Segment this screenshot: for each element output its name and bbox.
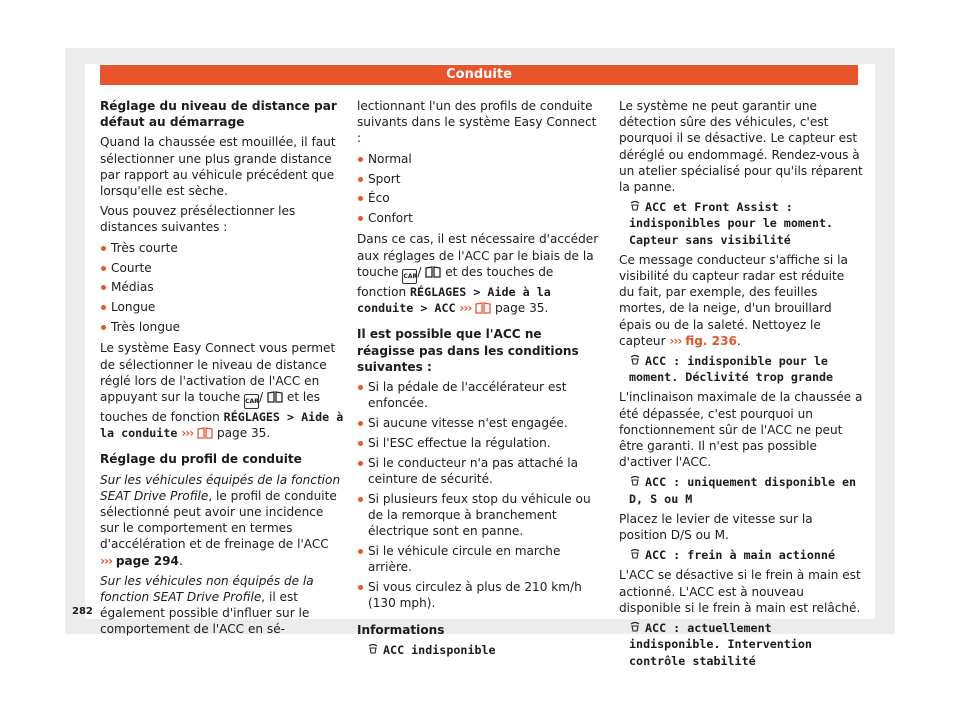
- paragraph: Sur les véhicules non équipés de la fonction SEAT Drive Profile, il est également possible d'influer sur le comportement de l'ACC en sé-: [100, 573, 314, 637]
- book-icon: [425, 266, 441, 278]
- list-item: Normal: [357, 151, 601, 167]
- acc-warning-icon: [629, 200, 641, 212]
- column-2: [357, 98, 601, 662]
- driver-message: ACC et Front Assist : indisponibles pour le moment. Capteur sans visibilité: [629, 200, 834, 247]
- list-item: Si l'ESC effectue la régulation.: [357, 435, 601, 451]
- heading-default-distance: Réglage du niveau de distance par défaut au démarrage: [100, 99, 337, 130]
- book-icon: [197, 427, 213, 439]
- list-item: Longue: [100, 299, 344, 315]
- figure-reference-link[interactable]: fig. 236: [685, 333, 737, 348]
- list-item: Courte: [100, 260, 344, 276]
- acc-warning-icon: [629, 354, 641, 366]
- paragraph: Dans ce cas, il est nécessaire d'accéder aux réglages de l'ACC par le biais de la touche CAR/ et des touches de fonction RÉGLAGES > Aide à la conduite > ACC ››› page 35.: [357, 232, 599, 316]
- profile-list: [357, 151, 601, 227]
- distance-list: [100, 240, 344, 336]
- heading-informations: Informations: [357, 622, 445, 637]
- paragraph: Sur les véhicules équipés de la fonction SEAT Drive Profile, le profil de conduite sélectionné peut avoir une incidence sur le comportement en termes d'accélération et de freinage de l'ACC ››› page 294.: [100, 472, 341, 568]
- list-item: Sport: [357, 171, 601, 187]
- acc-warning-icon: [629, 475, 641, 487]
- paragraph: Vous pouvez présélectionner les distances suivantes :: [100, 204, 296, 235]
- driver-message: ACC indisponible: [367, 642, 601, 658]
- paragraph: L'inclinaison maximale de la chaussée a été dépassée, c'est pourquoi un fonctionnement sûr de l'ACC ne peut être garanti. Il n'est pas possible d'activer l'ACC.: [619, 390, 863, 470]
- driver-message: ACC : uniquement disponible en D, S ou M: [629, 475, 857, 506]
- column-3: [619, 98, 863, 673]
- acc-warning-icon: [367, 643, 379, 655]
- paragraph: Ce message conducteur s'affiche si la visibilité du capteur radar est réduite du fait, par exemple, des feuilles mortes, de la neige, d'un brouillard épais ou de la saleté. Nettoyez le capteur ››› fig. 236.: [619, 252, 848, 348]
- column-1: [100, 98, 344, 642]
- list-item: Si plusieurs feux stop du véhicule ou de la remorque à branchement électrique sont en panne.: [357, 491, 601, 540]
- list-item: Si aucune vitesse n'est engagée.: [357, 415, 601, 431]
- book-icon: [267, 391, 283, 403]
- car-icon: CAR: [244, 394, 259, 409]
- heading-conditions: Il est possible que l'ACC ne réagisse pas dans les conditions suivantes :: [357, 327, 579, 374]
- page-number: 282: [72, 606, 93, 617]
- list-item: Si vous circulez à plus de 210 km/h (130 mph).: [357, 579, 601, 611]
- heading-driving-profile: Réglage du profil de conduite: [100, 452, 302, 467]
- paragraph: Placez le levier de vitesse sur la position D/S ou M.: [619, 511, 813, 543]
- list-item: Si la pédale de l'accélérateur est enfoncée.: [357, 379, 601, 411]
- list-item: Éco: [357, 190, 601, 206]
- paragraph: Le système Easy Connect vous permet de sélectionner le niveau de distance réglé lors de l'activation de l'ACC en appuyant sur la touche CAR/ et les touches de fonction RÉGLAGES > Aide à la conduite ››› page 35.: [100, 341, 344, 441]
- conditions-list: [357, 379, 601, 612]
- list-item: Très longue: [100, 319, 344, 335]
- paragraph: lectionnant l'un des profils de conduite suivants dans le système Easy Connect :: [357, 99, 597, 146]
- section-header: Conduite: [100, 65, 858, 85]
- book-icon: [475, 302, 491, 314]
- list-item: Si le véhicule circule en marche arrière.: [357, 543, 601, 575]
- list-item: Médias: [100, 279, 344, 295]
- page-reference-link[interactable]: page 294: [115, 553, 179, 568]
- driver-message: ACC : frein à main actionné: [629, 547, 863, 563]
- acc-warning-icon: [629, 621, 641, 633]
- driver-message: ACC : actuellement indisponible. Intervention contrôle stabilité: [629, 621, 812, 668]
- paragraph: Le système ne peut garantir une détection sûre des véhicules, c'est pourquoi il se désactive. Le capteur est déréglé ou endommagé. Rendez-vous à un atelier spécialisé pour qu'ils réparent la panne.: [619, 99, 863, 195]
- acc-warning-icon: [629, 548, 641, 560]
- paragraph: L'ACC se désactive si le frein à main est actionné. L'ACC est à nouveau disponible si le frein à main est relâché.: [619, 568, 861, 615]
- list-item: Confort: [357, 210, 601, 226]
- car-icon: CAR: [402, 269, 417, 284]
- list-item: Très courte: [100, 240, 344, 256]
- list-item: Si le conducteur n'a pas attaché la ceinture de sécurité.: [357, 455, 601, 487]
- driver-message: ACC : indisponible pour le moment. Déclivité trop grande: [629, 354, 834, 385]
- paragraph: Quand la chaussée est mouillée, il faut sélectionner une plus grande distance par rapport au véhicule précédent que lorsqu'elle est sèche.: [100, 135, 336, 199]
